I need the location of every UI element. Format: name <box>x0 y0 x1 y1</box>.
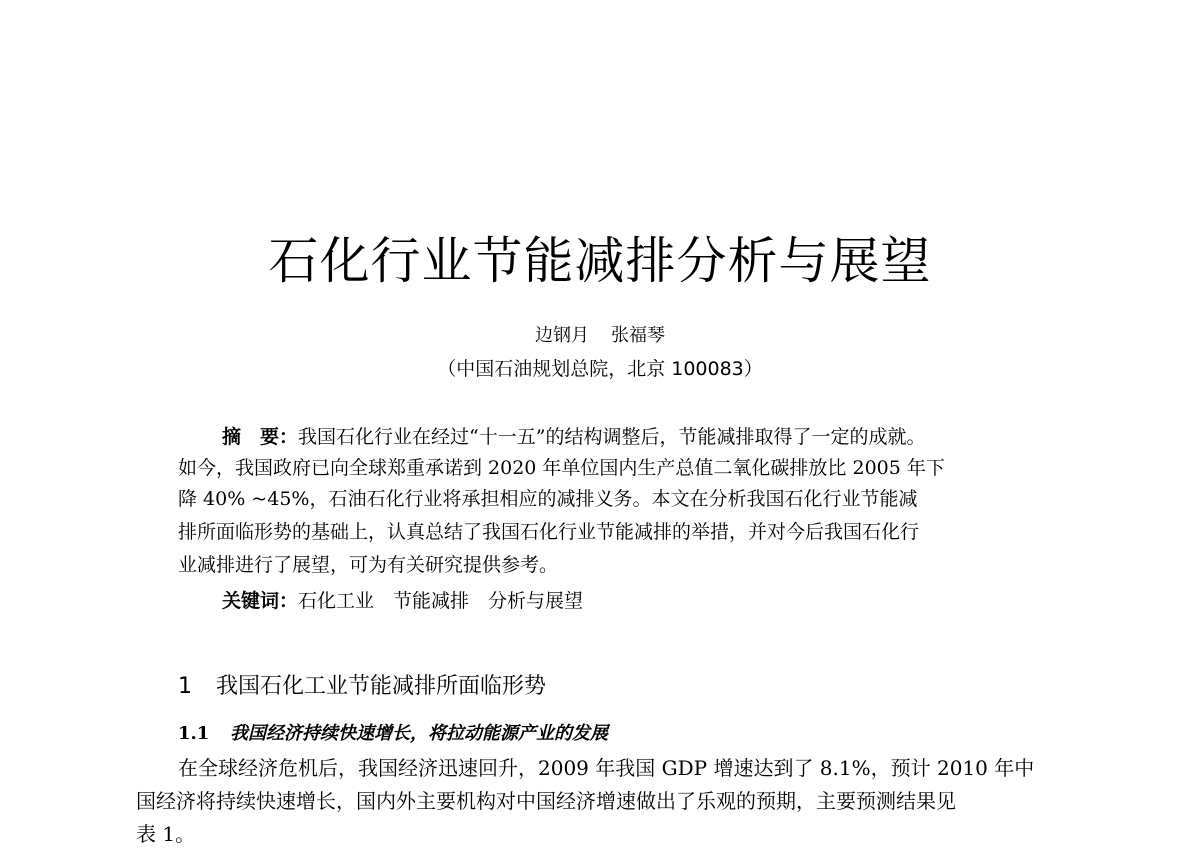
abstract-line-5: 业减排进行了展望，可为有关研究提供参考。 <box>178 554 559 576</box>
subsection-heading <box>178 721 608 747</box>
body-line-1: 在全球经济危机后，我国经济迅速回升，2009 年我国 GDP 增速达到了 8.1%，预计 2010 年中 <box>178 756 1035 780</box>
keywords-line <box>222 588 583 614</box>
body-line-3: 表 1。 <box>136 822 196 846</box>
abstract-line-4: 排所面临形势的基础上，认真总结了我国石化行业节能减排的举措，并对今后我国石化行 <box>178 521 920 543</box>
abstract-line-2: 如今，我国政府已向全球郑重承诺到 2020 年单位国内生产总值二氧化碳排放比 2005 年下 <box>178 457 945 479</box>
author-name: 张福琴 <box>611 325 665 346</box>
paper-title: 石化行业节能减排分析与展望 <box>268 232 932 290</box>
keywords-label: 关键词： <box>222 590 299 612</box>
section-heading <box>178 672 546 702</box>
keywords-text: 石化工业 节能减排 分析与展望 <box>298 590 584 612</box>
subsection-title: 我国经济持续快速增长，将拉动能源产业的发展 <box>230 723 608 744</box>
abstract-line-1 <box>222 424 925 450</box>
abstract-text: 我国石化行业在经过“十一五”的结构调整后，节能减排取得了一定的成就。 <box>298 426 926 448</box>
abstract-line-3: 降 40% ~45%，石油石化行业将承担相应的减排义务。本文在分析我国石化行业节能减 <box>178 488 918 510</box>
author-list <box>0 324 1200 348</box>
subsection-number: 1.1 <box>178 723 210 744</box>
abstract-label: 摘 要： <box>222 426 299 448</box>
author-affiliation: （中国石油规划总院，北京 100083） <box>437 358 763 380</box>
section-number: 1 <box>178 674 192 699</box>
body-line-2: 国经济将持续快速增长，国内外主要机构对中国经济增速做出了乐观的预期，主要预测结果见 <box>136 789 956 813</box>
author-name: 边钢月 <box>535 325 589 346</box>
section-title: 我国石化工业节能减排所面临形势 <box>216 674 547 699</box>
